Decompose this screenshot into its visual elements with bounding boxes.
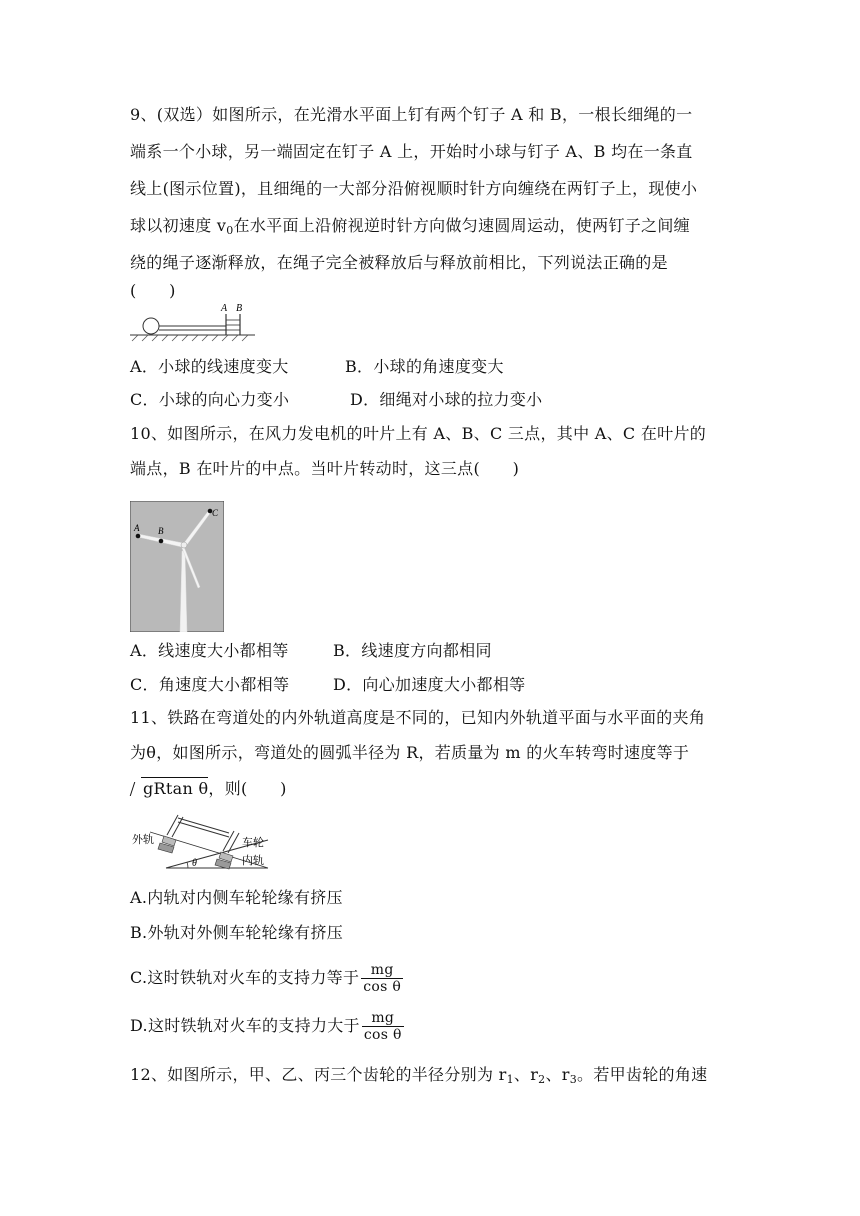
q9-figure [130,300,260,345]
q10-fig-label-b: B [158,526,164,536]
q11-line-3-tail: ，则( ) [208,779,287,798]
q12-sep-2: 、r [545,1065,570,1084]
q11-option-d [130,1006,404,1046]
q10-option-d: D．向心加速度大小都相等 [333,675,526,694]
q9-option-a: A．小球的线速度变大 [130,357,289,376]
q11-option-d-fraction [362,1010,404,1043]
q11-option-c-numerator: mg [361,962,403,979]
q11-option-d-numerator: mg [362,1010,404,1027]
q9-line-5: 绕的绳子逐渐释放，在绳子完全被释放后与释放前相比，下列说法正确的是 [130,253,668,272]
q9-option-b: B．小球的角速度变大 [345,357,504,376]
q11-fig-theta: θ [192,858,197,869]
q10-line-2: 端点，B 在叶片的中点。当叶片转动时，这三点( ) [130,459,520,478]
q11-fig-wheel: 车轮 [242,836,264,849]
q10-option-c: C．角速度大小都相等 [130,675,290,694]
q11-option-d-denominator: cos θ [363,1027,402,1043]
q11-option-c-fraction [361,962,403,995]
ball-shape [143,318,159,334]
q11-fig-inner-rail: 内轨 [242,854,264,867]
q11-sqrt-expression: gRtan θ [143,779,209,798]
q9-line-4-text-a: 球以初速度 v [130,216,227,235]
q11-line-2: 为θ，如图所示，弯道处的圆弧半径为 R，若质量为 m 的火车转弯时速度等于 [130,743,690,762]
q9-line-4 [130,215,690,242]
q12-r1-subscript: 1 [506,1073,514,1086]
q12-line-1 [130,1064,707,1091]
q11-option-c-denominator: cos θ [363,979,402,995]
q10-line-1: 10、如图所示，在风力发电机的叶片上有 A、B、C 三点，其中 A、C 在叶片的 [130,424,707,443]
q12-sep-1: 、r [513,1065,539,1084]
q11-line-3 [141,777,287,800]
q11-option-a: A.内轨对内侧车轮轮缘有挤压 [130,888,343,907]
q11-line-1: 11、铁路在弯道处的内外轨道高度是不同的，已知内外轨道平面与水平面的夹角 [130,708,706,727]
q11-option-d-text: D.这时铁轨对火车的支持力大于 [130,1016,360,1035]
q9-line-6: ( ) [130,281,176,300]
q10-fig-label-a: A [134,523,140,533]
q11-fig-outer-rail: 外轨 [132,833,154,846]
q12-text-a: 12、如图所示，甲、乙、丙三个齿轮的半径分别为 r [130,1065,507,1084]
q10-fig-label-c: C [212,508,219,518]
q9-fig-label-b: B [236,303,243,314]
q11-option-c [130,958,403,998]
q9-line-2: 端系一个小球，另一端固定在钉子 A 上，开始时小球与钉子 A、B 均在一条直 [130,142,693,161]
q9-v0-subscript: 0 [226,224,234,237]
q9-line-3: 线上(图示位置)，且细绳的一大部分沿俯视顺时针方向缠绕在两钉子上，现使小 [130,179,698,198]
q9-fig-label-a: A [221,303,228,314]
q11-figure-rail [130,810,270,874]
q12-text-b: 。若甲齿轮的角速 [577,1065,708,1084]
q9-option-d: D．细绳对小球的拉力变小 [350,390,543,409]
q11-option-c-text: C.这时铁轨对火车的支持力等于 [130,968,360,987]
q9-option-c: C．小球的向心力变小 [130,390,290,409]
q10-option-a: A．线速度大小都相等 [130,641,289,660]
q11-option-b: B.外轨对外侧车轮轮缘有挤压 [130,923,344,942]
q10-figure-wind-turbine [130,501,224,632]
q9-line-4-text-b: 在水平面上沿俯视逆时针方向做匀速圆周运动，使两钉子之间缠 [233,216,690,235]
q12-r3-subscript: 3 [569,1073,578,1086]
q12-r2-subscript: 2 [538,1073,546,1086]
q9-line-1: 9、(双选）如图所示，在光滑水平面上钉有两个钉子 A 和 B，一根长细绳的一 [130,105,693,124]
q10-option-b: B．线速度方向都相同 [333,641,492,660]
